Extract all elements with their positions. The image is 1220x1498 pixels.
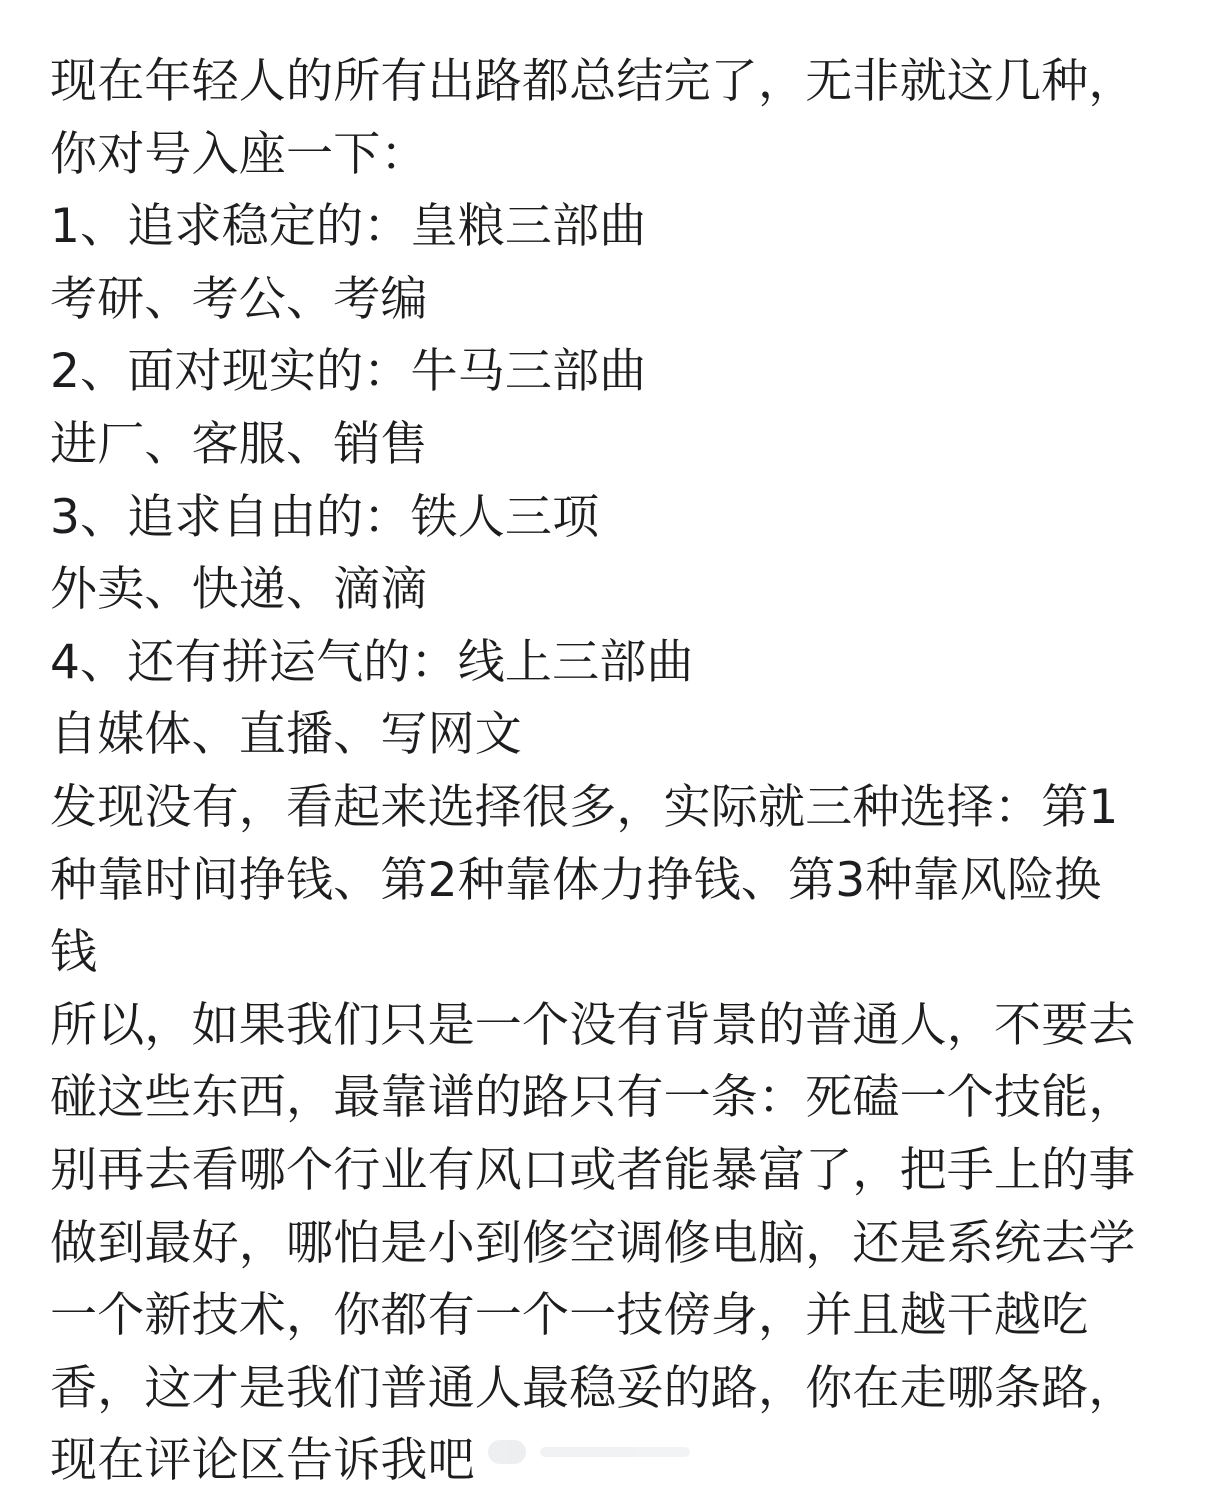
post-text-line: 钱 xyxy=(50,925,98,981)
path-4-heading: 4、还有拼运气的：线上三部曲 xyxy=(50,634,694,690)
post-text-line: 种靠时间挣钱、第2种靠体力挣钱、第3种靠风险换 xyxy=(50,852,1102,908)
post-text-line: 碰这些东西，最靠谱的路只有一条：死磕一个技能， xyxy=(50,1070,1136,1126)
post-text-line: 现在年轻人的所有出路都总结完了，无非就这几种， xyxy=(50,54,1136,109)
path-4-options: 自媒体、直播、写网文 xyxy=(50,707,522,763)
post-text-line: 一个新技术，你都有一个一技傍身，并且越干越吃 xyxy=(50,1288,1089,1344)
watermark-logo xyxy=(488,1440,526,1464)
post-text-line: 现在评论区告诉我吧 xyxy=(50,1433,475,1489)
post-text-line: 香，这才是我们普通人最稳妥的路，你在走哪条路， xyxy=(50,1360,1136,1416)
path-1-heading: 1、追求稳定的：皇粮三部曲 xyxy=(50,199,647,255)
path-2-options: 进厂、客服、销售 xyxy=(50,416,428,472)
post-text-line: 所以，如果我们只是一个没有背景的普通人，不要去 xyxy=(50,997,1136,1053)
watermark xyxy=(488,1436,713,1468)
path-1-options: 考研、考公、考编 xyxy=(50,271,428,327)
path-2-heading: 2、面对现实的：牛马三部曲 xyxy=(50,344,647,400)
path-3-heading: 3、追求自由的：铁人三项 xyxy=(50,489,600,545)
post-text-line: 你对号入座一下： xyxy=(50,126,428,182)
path-3-options: 外卖、快递、滴滴 xyxy=(50,562,428,618)
watermark-text-mark xyxy=(540,1447,690,1457)
post-content xyxy=(50,46,1185,1498)
post-text-line: 做到最好，哪怕是小到修空调修电脑，还是系统去学 xyxy=(50,1215,1136,1271)
post-text-line: 别再去看哪个行业有风口或者能暴富了，把手上的事 xyxy=(50,1142,1136,1198)
post-text-line: 发现没有，看起来选择很多，实际就三种选择：第1 xyxy=(50,779,1119,835)
